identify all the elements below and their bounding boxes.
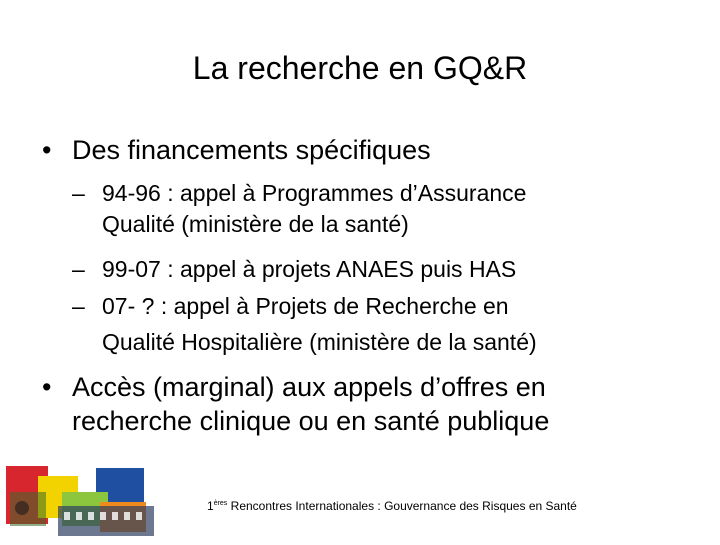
- footer-ordinal: 1: [207, 499, 214, 513]
- dash: –: [72, 293, 85, 319]
- bullet-dot: •: [42, 135, 52, 165]
- conference-logo: [0, 462, 160, 540]
- bullet-text-line1: Accès (marginal) aux appels d’offres en: [72, 372, 546, 402]
- sub-item-line1: 07- ? : appel à Projets de Recherche en: [102, 293, 509, 319]
- dash: –: [72, 256, 85, 282]
- sub-item-line2: Qualité (ministère de la santé): [102, 211, 409, 237]
- logo-icon: [0, 462, 160, 540]
- sub-item-line1: 99-07 : appel à projets ANAES puis HAS: [102, 256, 517, 282]
- logo-photo-building: [58, 506, 154, 536]
- footer-text: Rencontres Internationales : Gouvernance des Risques en Santé: [227, 499, 577, 513]
- slide-title: La recherche en GQ&R: [192, 50, 528, 86]
- bullet-dot: •: [42, 372, 52, 402]
- footer: [207, 497, 577, 513]
- bullet-text-line2: recherche clinique ou en santé publique: [72, 406, 550, 436]
- dash: –: [72, 180, 85, 206]
- bullet-text: Des financements spécifiques: [72, 135, 431, 165]
- footer-superscript: ères: [213, 500, 228, 507]
- sub-item-line2: Qualité Hospitalière (ministère de la santé): [102, 329, 537, 355]
- sub-item-line1: 94-96 : appel à Programmes d’Assurance: [102, 180, 527, 206]
